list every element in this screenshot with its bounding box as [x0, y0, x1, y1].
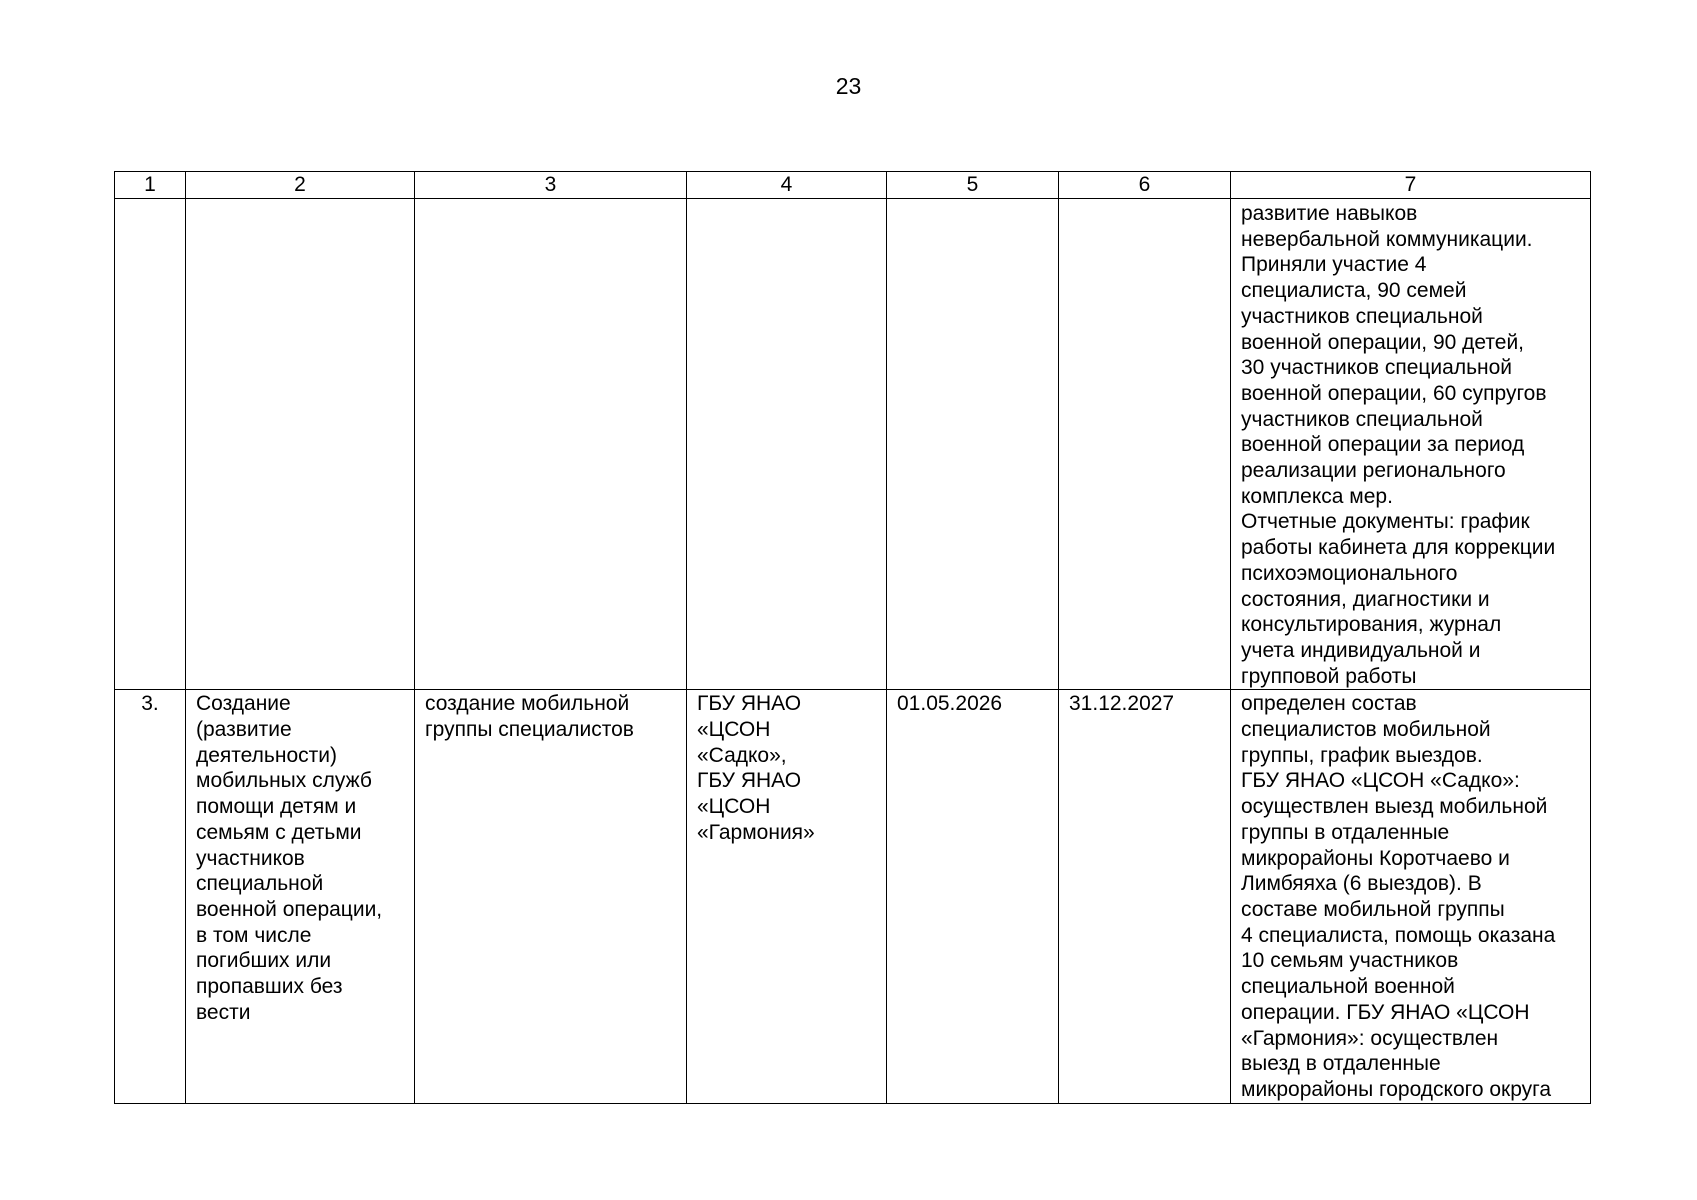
- cell-start-date: [887, 199, 1059, 690]
- header-col-5: 5: [887, 172, 1059, 199]
- table-header-row: [115, 172, 1591, 199]
- cell-text: 31.12.2027: [1069, 692, 1175, 716]
- cell-executor: [687, 199, 887, 690]
- header-col-7: 7: [1231, 172, 1591, 199]
- cell-measure: [186, 199, 415, 690]
- header-col-4: 4: [687, 172, 887, 199]
- cell-action: [415, 690, 687, 1103]
- cell-text: 3.: [141, 692, 159, 716]
- table-row: [115, 690, 1591, 1103]
- cell-number: [115, 690, 186, 1103]
- header-col-1: 1: [115, 172, 186, 199]
- cell-text: развитие навыков невербальной коммуникации. Приняли участие 4 специалиста, 90 семей участников специальной военной операции, 90 детей, 30 участников специальной военной операции, 60 супругов участников специальной военной операции за период реализации регионального комплекса мер. Отчетные документы: график работы кабинета для коррекции психоэмоционального состояния, диагностики и консультирования, журнал учета индивидуальной и групповой работы: [1241, 202, 1556, 688]
- cell-measure: [186, 690, 415, 1103]
- cell-result: [1231, 690, 1591, 1103]
- header-col-3: 3: [415, 172, 687, 199]
- header-col-2: 2: [186, 172, 415, 199]
- page-number: 23: [835, 73, 862, 99]
- cell-action: [415, 199, 687, 690]
- cell-result: [1231, 199, 1591, 690]
- cell-start-date: [887, 690, 1059, 1103]
- measures-table: [114, 171, 1591, 1104]
- header-col-6: 6: [1059, 172, 1231, 199]
- cell-executor: [687, 690, 887, 1103]
- cell-text: Создание (развитие деятельности) мобильных служб помощи детям и семьям с детьми участников специальной военной операции, в том числе погибших или пропавших без вести: [196, 692, 383, 1024]
- cell-end-date: [1059, 199, 1231, 690]
- cell-number: [115, 199, 186, 690]
- table-row: [115, 199, 1591, 690]
- cell-text: 01.05.2026: [897, 692, 1003, 716]
- cell-text: ГБУ ЯНАО «ЦСОН «Садко», ГБУ ЯНАО «ЦСОН «Гармония»: [697, 692, 815, 844]
- cell-end-date: [1059, 690, 1231, 1103]
- cell-text: определен состав специалистов мобильной группы, график выездов. ГБУ ЯНАО «ЦСОН «Садко»: осуществлен выезд мобильной группы в отдаленные микрорайоны Коротчаево и Лимбяяха (6 выездов). В составе мобильной группы 4 специалиста, помощь оказана 10 семьям участников специальной военной операции. ГБУ ЯНАО «ЦСОН «Гармония»: осуществлен выезд в отдаленные микрорайоны городского округа: [1241, 692, 1556, 1101]
- cell-text: создание мобильной группы специалистов: [425, 692, 634, 742]
